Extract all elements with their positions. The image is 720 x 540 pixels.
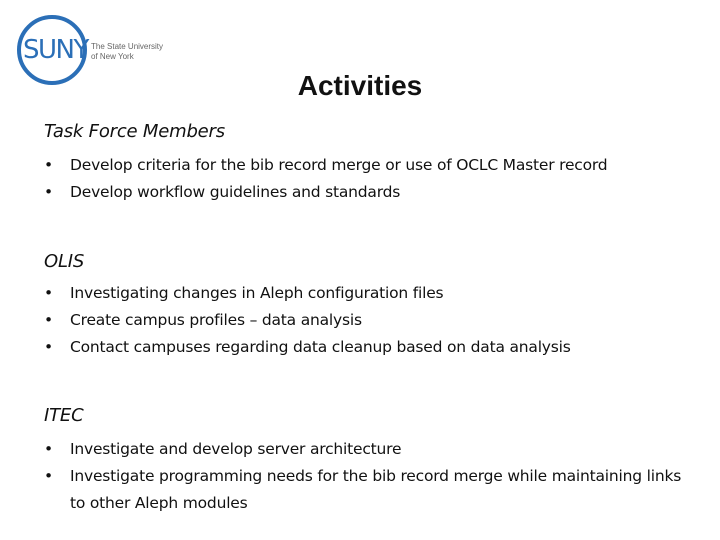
list-item — [44, 463, 690, 517]
bullet-icon: • — [44, 284, 53, 302]
list-item — [44, 436, 690, 463]
list-item — [44, 334, 690, 361]
bullet-icon: • — [44, 183, 53, 201]
list-item — [44, 280, 690, 307]
list-item-text: Develop workflow guidelines and standards — [70, 183, 401, 201]
bullet-icon: • — [44, 338, 53, 356]
slide-title: Activities — [297, 70, 423, 101]
list-item — [44, 307, 690, 334]
logo-tagline-line2: of New York — [91, 52, 134, 61]
bullet-icon: • — [44, 311, 53, 329]
list-item-text: Contact campuses regarding data cleanup based on data analysis — [70, 338, 571, 356]
section-list-itec — [44, 436, 690, 517]
list-item-text: Investigate programming needs for the bib record merge while maintaining links to other Aleph modules — [70, 467, 682, 512]
section-list-olis — [44, 280, 690, 361]
list-item — [44, 179, 690, 206]
bullet-icon: • — [44, 156, 53, 174]
bullet-icon: • — [44, 467, 53, 485]
logo-tagline-line1: The State University — [91, 42, 164, 51]
list-item-text: Investigating changes in Aleph configuration files — [70, 284, 444, 302]
list-item-text: Create campus profiles – data analysis — [70, 311, 362, 329]
section-list-task-force — [44, 152, 690, 206]
section-heading-olis: OLIS — [44, 251, 85, 272]
list-item — [44, 152, 690, 179]
list-item-text: Investigate and develop server architecture — [70, 440, 402, 458]
logo-wordmark: SUNY — [23, 35, 88, 65]
logo-tagline — [91, 42, 181, 62]
suny-logo — [16, 14, 186, 88]
list-item-text: Develop criteria for the bib record merge or use of OCLC Master record — [70, 156, 608, 174]
bullet-icon: • — [44, 440, 53, 458]
section-heading-itec: ITEC — [44, 405, 84, 426]
section-heading-task-force: Task Force Members — [44, 121, 225, 142]
